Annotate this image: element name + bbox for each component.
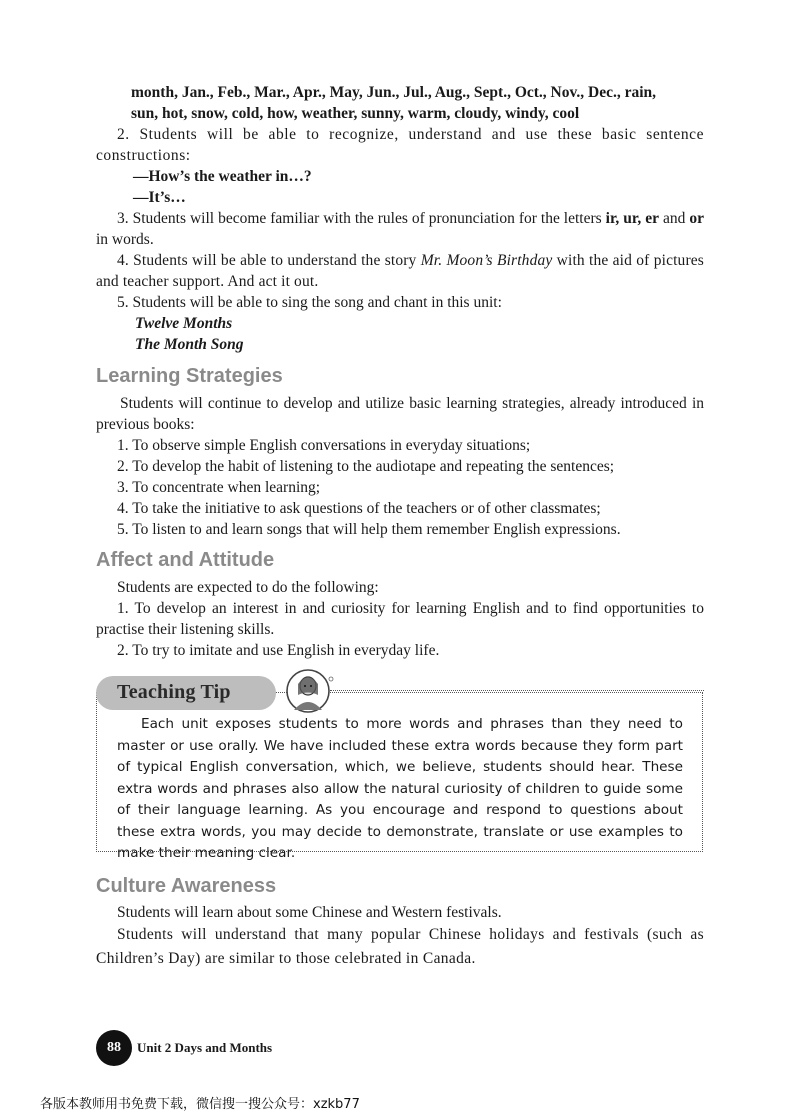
page-number: 88 [96,1030,132,1066]
objective-5: 5. Students will be able to sing the song and chant in this unit: [117,294,502,311]
strategy-item: 5. To listen to and learn songs that will help them remember English expressions. [117,521,621,538]
culture-line-2: Students will understand that many popular Chinese holidays and festivals (such as Children’s Day) are similar to those celebrated in Canada. [96,926,704,967]
objective-4: 4. Students will be able to understand the story Mr. Moon’s Birthday with the aid of pictures and teacher support. And act it out. [96,252,704,290]
learning-strategies-heading: Learning Strategies [96,365,283,387]
objective-3: 3. Students will become familiar with the rules of pronunciation for the letters ir, ur, er and or in words. [96,210,704,248]
strategy-item: 1. To observe simple English conversations in everyday situations; [117,437,531,454]
affect-heading: Affect and Attitude [96,549,275,571]
affect-intro: Students are expected to do the following: [117,579,379,596]
sentence-construction-2: —It’s… [133,189,186,206]
sentence-construction-1: —How’s the weather in…? [133,168,312,185]
strategy-item: 2. To develop the habit of listening to the audiotape and repeating the sentences; [117,458,615,475]
teaching-tip-text: Each unit exposes students to more words and phrases than they need to master or use orally. We have included these extra words because they form part of typical English conversation, which, we believe, students should hear. These extra words and phrases also allow the natural curiosity of children to guide some of their language learning. As you encourage and respond to questions about these extra words, you may decide to demonstrate, translate or use examples to make their meaning clear. [117,716,683,861]
song-title-2: The Month Song [135,336,244,353]
strategy-item: 3. To concentrate when learning; [117,479,321,496]
teacher-portrait-icon [284,668,336,714]
affect-item-2: 2. To try to imitate and use English in everyday life. [117,642,440,659]
teaching-tip-title: Teaching Tip [117,681,231,703]
download-note: 各版本教师用书免费下载，微信搜一搜公众号：xzkb77 [40,1097,360,1112]
vocab-line-1: month, Jan., Feb., Mar., Apr., May, Jun., Jul., Aug., Sept., Oct., Nov., Dec., rain, [131,84,657,101]
vocab-line-2: sun, hot, snow, cold, how, weather, sunny, warm, cloudy, windy, cool [131,105,580,122]
culture-line-1: Students will learn about some Chinese and Western festivals. [117,904,502,921]
strategy-item: 4. To take the initiative to ask questions of the teachers or of other classmates; [117,500,601,517]
learning-strategies-intro: Students will continue to develop and utilize basic learning strategies, already introduced in previous books: [96,395,704,433]
tip-dotted-rule [330,690,704,691]
song-title-1: Twelve Months [135,315,233,332]
affect-item-1: 1. To develop an interest in and curiosity for learning English and to find opportunities to practise their listening skills. [96,600,704,638]
story-title: Mr. Moon’s Birthday [420,252,553,269]
culture-heading: Culture Awareness [96,875,277,897]
objective-2: 2. Students will be able to recognize, understand and use these basic sentence constructions: [96,126,704,164]
unit-title: Unit 2 Days and Months [137,1040,273,1055]
